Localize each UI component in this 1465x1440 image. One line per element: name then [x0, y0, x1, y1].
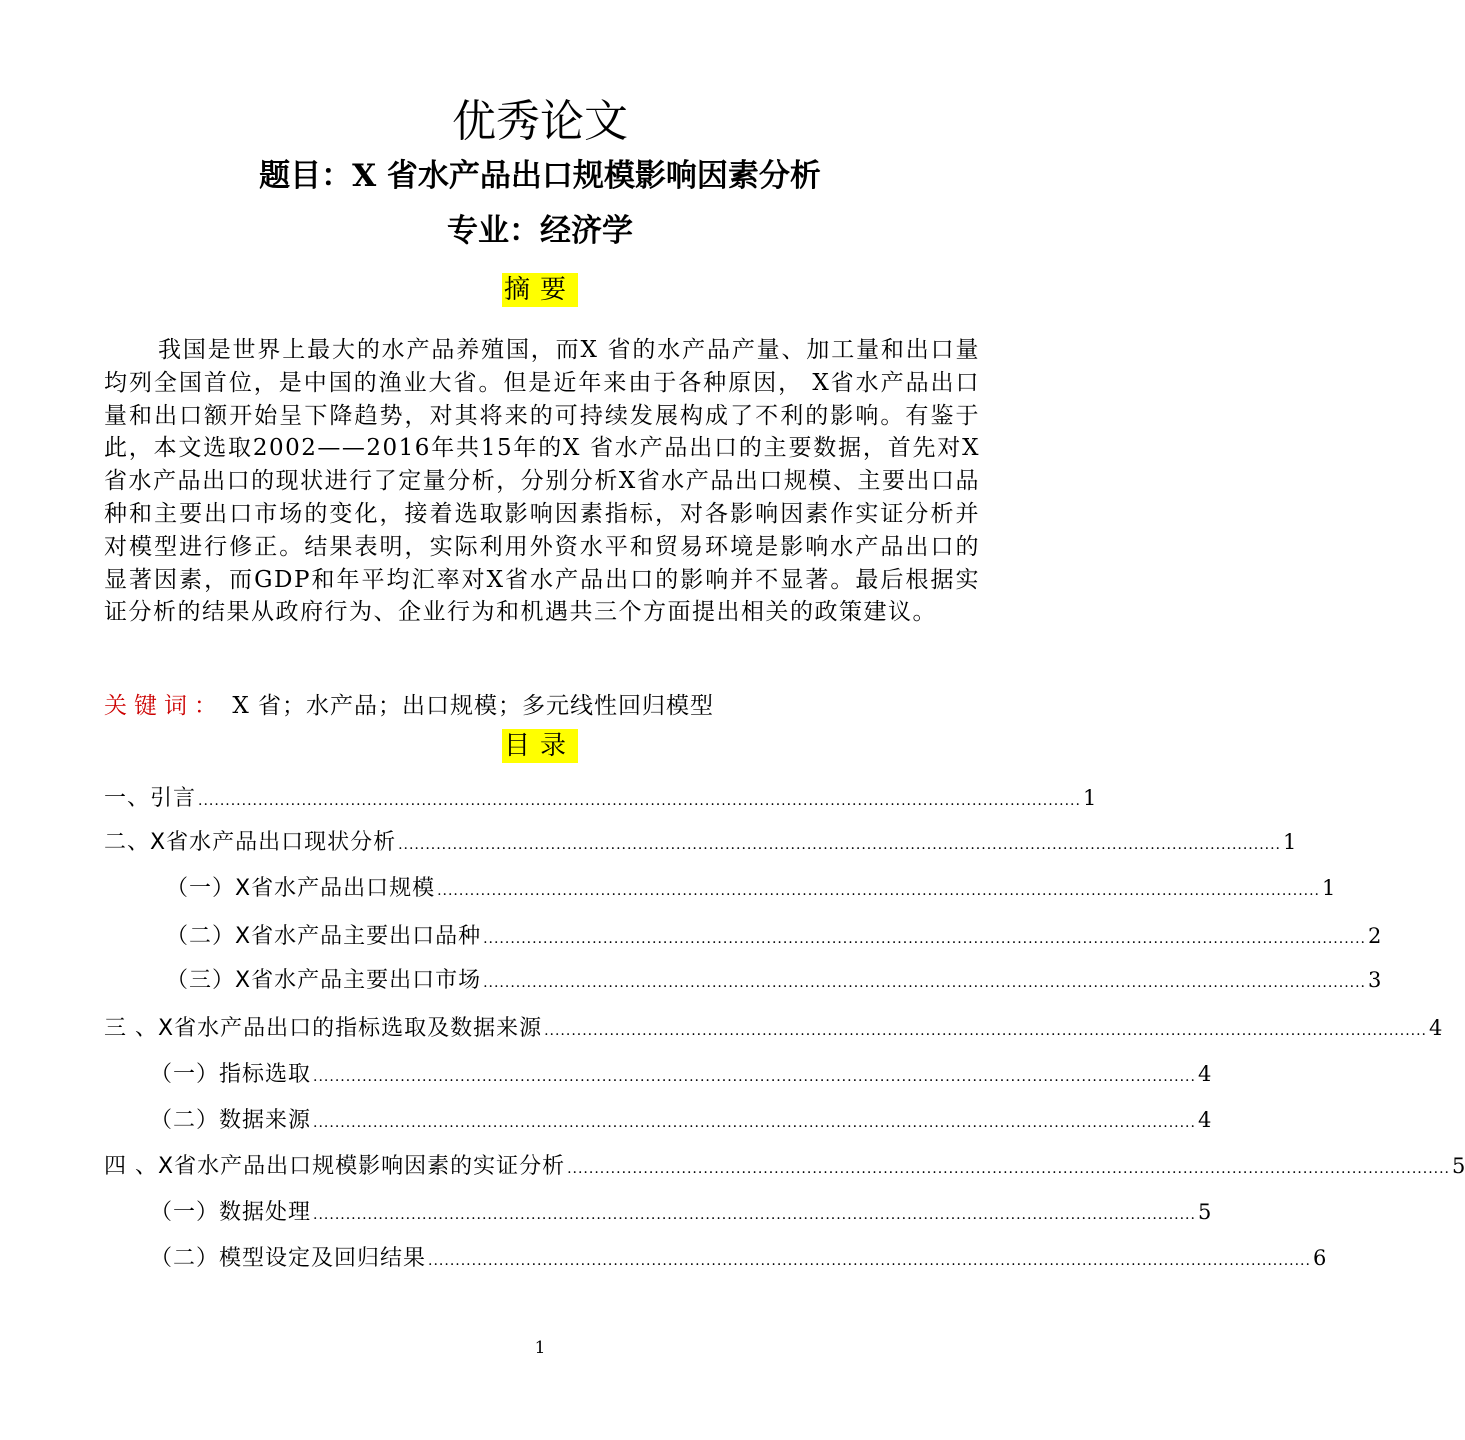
- keywords-line: [104, 690, 714, 722]
- toc-leader-dots: ..................................................................................................................................................................: [483, 975, 1367, 991]
- toc-entry-label: 二、X省水产品出口现状分析: [104, 830, 397, 855]
- toc-leader-dots: ..................................................................................................................................................................: [428, 1253, 1311, 1269]
- toc-entry[interactable]: [166, 870, 1336, 906]
- toc-entry-page: 4: [1197, 1108, 1212, 1132]
- abstract-heading-text: 摘要: [503, 275, 576, 305]
- toc-entry-label: 一、引言: [104, 786, 197, 811]
- page-number: 1: [534, 1338, 546, 1358]
- toc-entry-page: 5: [1452, 1154, 1465, 1178]
- toc-leader-dots: ..................................................................................................................................................................: [313, 1115, 1196, 1131]
- toc-entry-page: 6: [1312, 1246, 1327, 1270]
- toc-entry-page: 3: [1368, 968, 1382, 992]
- toc-leader-dots: ..................................................................................................................................................................: [313, 1207, 1196, 1223]
- toc-entry-label: （一）数据处理: [150, 1200, 312, 1225]
- toc-entry-page: 1: [1082, 786, 1097, 810]
- toc-leader-dots: ..................................................................................................................................................................: [567, 1161, 1451, 1177]
- abstract-heading: [0, 272, 1080, 308]
- toc-entry[interactable]: [104, 1010, 1443, 1046]
- abstract-body: 我国是世界上最大的水产品养殖国，而X 省的水产品产量、加工量和出口量均列全国首位，是中国的渔业大省。但是近年来由于各种原因， X省水产品出口量和出口额开始呈下降趋势，对其将来的可持续发展构成了不利的影响。有鉴于此，本文选取2002——2016年共15年的X 省水产品出口的主要数据，首先对X省水产品出口的现状进行了定量分析，分别分析X省水产品出口规模、主要出口品种和主要出口市场的变化，接着选取影响因素指标，对各影响因素作实证分析并对模型进行修正。结果表明，实际利用外资水平和贸易环境是影响水产品出口的显著因素，而GDP和年平均汇率对X省水产品出口的影响并不显著。最后根据实证分析的结果从政府行为、企业行为和机遇共三个方面提出相关的政策建议。: [104, 337, 980, 626]
- toc-entry[interactable]: [104, 780, 1097, 816]
- toc-heading: [0, 728, 1080, 764]
- toc-entry-page: 1: [1322, 876, 1336, 900]
- toc-entry-page: 4: [1429, 1016, 1443, 1040]
- toc-entry[interactable]: [150, 1194, 1212, 1230]
- toc-entry-label: （一）指标选取: [150, 1062, 312, 1087]
- thesis-major: 专业：经济学: [447, 213, 633, 249]
- toc-leader-dots: ..................................................................................................................................................................: [398, 837, 1282, 853]
- toc-entry-page: 5: [1197, 1200, 1212, 1224]
- document-heading: 优秀论文: [452, 96, 628, 147]
- toc-entry[interactable]: [104, 824, 1297, 860]
- toc-leader-dots: ..................................................................................................................................................................: [437, 883, 1321, 899]
- toc-entry-page: 2: [1368, 924, 1382, 948]
- toc-entry-label: （二）模型设定及回归结果: [150, 1246, 427, 1271]
- toc-entry[interactable]: [166, 918, 1382, 954]
- toc-entry[interactable]: [150, 1056, 1212, 1092]
- toc-leader-dots: ..................................................................................................................................................................: [198, 793, 1081, 809]
- toc-entry-label: 三 、X省水产品出口的指标选取及数据来源: [104, 1016, 543, 1041]
- toc-entry-page: 1: [1283, 830, 1297, 854]
- toc-entry-page: 4: [1197, 1062, 1212, 1086]
- toc-leader-dots: ..................................................................................................................................................................: [483, 931, 1367, 947]
- toc-leader-dots: ..................................................................................................................................................................: [313, 1069, 1196, 1085]
- keywords-label: 关键词：: [104, 693, 224, 719]
- toc-entry[interactable]: [150, 1102, 1212, 1138]
- toc-entry[interactable]: [150, 1240, 1327, 1276]
- toc-entry-label: （一）X省水产品出口规模: [166, 876, 436, 901]
- toc-leader-dots: ..................................................................................................................................................................: [544, 1023, 1428, 1039]
- toc-entry[interactable]: [166, 962, 1382, 998]
- toc-entry[interactable]: [104, 1148, 1465, 1184]
- keywords-text: X 省；水产品；出口规模；多元线性回归模型: [232, 693, 714, 719]
- toc-heading-text: 目录: [503, 731, 576, 761]
- toc-entry-label: （二）X省水产品主要出口品种: [166, 924, 482, 949]
- toc-entry-label: （二）数据来源: [150, 1108, 312, 1133]
- thesis-title: 题目：X 省水产品出口规模影响因素分析: [259, 158, 821, 194]
- toc-entry-label: （三）X省水产品主要出口市场: [166, 968, 482, 993]
- toc-entry-label: 四 、X省水产品出口规模影响因素的实证分析: [104, 1154, 566, 1179]
